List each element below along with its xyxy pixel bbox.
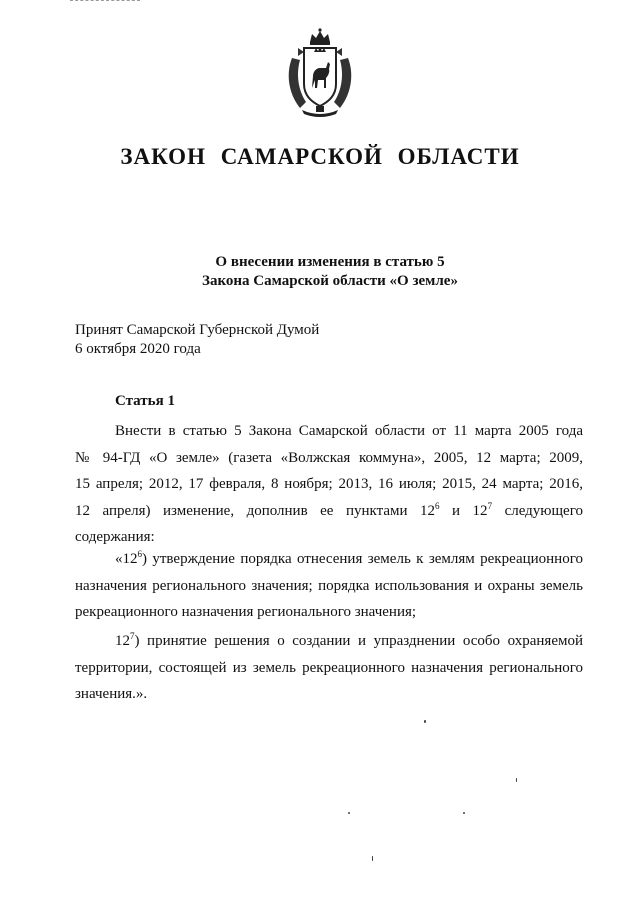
paragraph-line xyxy=(75,498,583,525)
scan-speck xyxy=(463,812,465,814)
paragraph-line: территории, состоящей из земель рекреационного назначения регионального xyxy=(75,659,583,676)
paragraph-line: № 94-ГД «О земле» (газета «Волжская коммуна», 2005, 12 марта; 2009, xyxy=(75,449,583,466)
article-heading: Статья 1 xyxy=(115,393,175,409)
paragraph-line: рекреационного назначения регионального значения; xyxy=(75,604,417,620)
paragraph-line-part: 12 xyxy=(115,633,130,649)
document-subtitle-line1: О внесении изменения в статью 5 xyxy=(215,254,445,270)
superscript: 7 xyxy=(130,631,135,641)
scan-speck xyxy=(348,812,350,814)
paragraph-line: 15 апреля; 2012, 17 февраля, 8 ноября; 2013, 16 июля; 2015, 24 марта; 2016, xyxy=(75,476,583,492)
superscript: 7 xyxy=(487,500,493,511)
article-paragraph-3 xyxy=(75,628,583,708)
document-title: ЗАКОН САМАРСКОЙ ОБЛАСТИ xyxy=(120,144,520,169)
paragraph-line-part: ) принятие решения о создании и упразднении особо охраняемой xyxy=(134,633,583,649)
paragraph-line: назначения регионального значения; порядка использования и охраны земель xyxy=(75,577,583,594)
paragraph-line-part: «12 xyxy=(115,551,138,567)
paragraph-line: значения.». xyxy=(75,686,148,702)
samara-coat-of-arms-icon xyxy=(282,28,358,118)
scan-speck xyxy=(424,720,426,723)
adoption-date: 6 октября 2020 года xyxy=(75,341,201,357)
scan-speck xyxy=(516,778,517,782)
adoption-statement: Принят Самарской Губернской Думой xyxy=(75,322,320,338)
superscript: 6 xyxy=(137,549,142,559)
superscript: 6 xyxy=(435,500,440,511)
article-paragraph-1 xyxy=(75,418,583,551)
paragraph-line-part: ) утверждение порядка отнесения земель к землям рекреационного xyxy=(142,551,583,567)
paragraph-line: Внести в статью 5 Закона Самарской области от 11 марта 2005 года xyxy=(115,423,583,439)
scan-corner-mark xyxy=(70,0,140,3)
paragraph-line xyxy=(75,628,583,655)
paragraph-line xyxy=(75,546,583,573)
paragraph-line-part: 12 апреля) изменение, дополнив ее пунктами 12 xyxy=(75,502,436,519)
paragraph-line-part: и 12 xyxy=(439,502,488,519)
paragraph-line: содержания: xyxy=(75,529,155,545)
scan-speck xyxy=(372,856,373,861)
article-paragraph-2 xyxy=(75,546,583,626)
paragraph-line-part: следующего xyxy=(492,502,583,519)
document-subtitle-line2: Закона Самарской области «О земле» xyxy=(202,273,458,289)
